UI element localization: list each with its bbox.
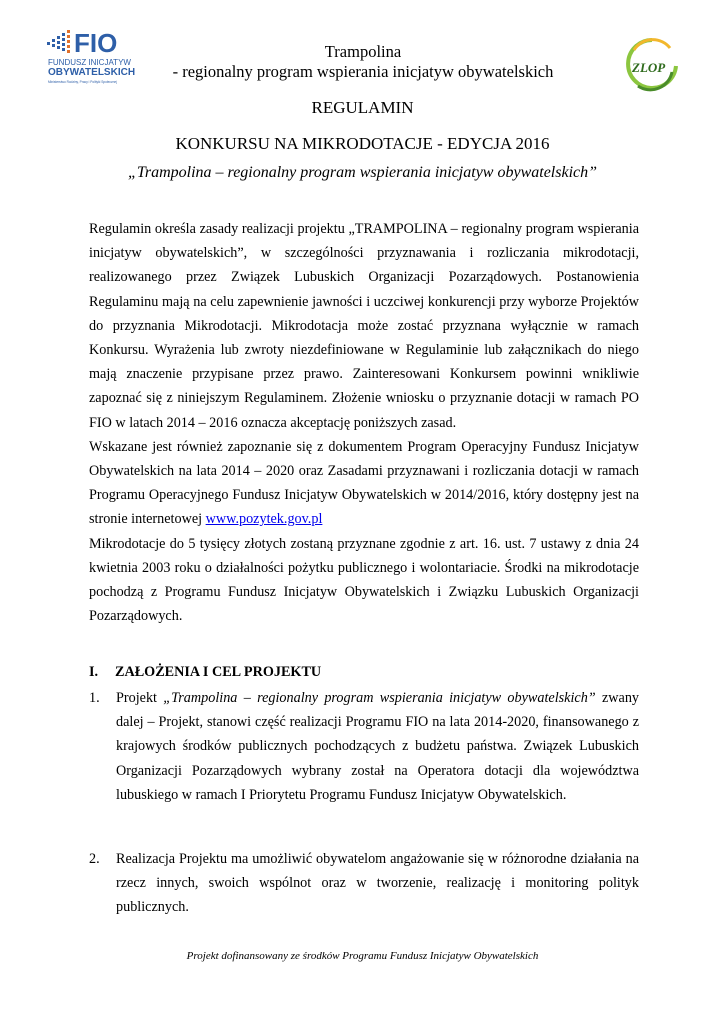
fio-logo (44, 28, 136, 90)
list-item-lead: Projekt (116, 690, 164, 706)
list-item (89, 847, 639, 920)
list-item (89, 686, 639, 807)
intro-text (89, 217, 639, 628)
intro-paragraph-2-text: Wskazane jest również zapoznanie się z dokumentem Program Operacyjny Fundusz Inicjatyw Obywatelskich na lata 2014 – 2020 oraz Zasadami przyznawani i rozliczania dotacji w ramach Programu Operacyjnego Fundusz Inicjatyw Obywatelskich w 2014/2016, który dostępny jest na stronie internetowej (89, 438, 639, 528)
document-title-contest: KONKURSU NA MIKRODOTACJE - EDYCJA 2016 (175, 134, 550, 153)
fio-logo-graphic (44, 28, 136, 90)
header-line-1: Trampolina (324, 42, 402, 61)
document-header (140, 42, 586, 82)
section-number: I. (89, 664, 99, 680)
page-footer: Projekt dofinansowany ze środków Programu Fundusz Inicjatyw Obywatelskich (186, 950, 539, 962)
section-title: ZAŁOŻENIA I CEL PROJEKTU (115, 664, 322, 680)
fio-logo-caption: Ministerstwo Rodziny, Pracy i Polityki Społecznej (48, 80, 117, 84)
list-item-text: Realizacja Projektu ma umożliwić obywatelom angażowanie się w różnorodne działania na rzecz innych, swoich wspólnot oraz w tworzenie, realizację i monitoring polityk publicznych. (116, 851, 639, 916)
zlop-logo-text: ZLOP (632, 60, 666, 75)
list-item-number: 2. (89, 851, 100, 867)
fio-logo-line1: FUNDUSZ INICJATYW (48, 58, 131, 67)
list-item-text (116, 686, 639, 807)
list-item-rest: zwany dalej – Projekt, stanowi część realizacji Programu FIO na lata 2014-2020, finansowanego z krajowych środków publicznych pochodzących z budżetu państwa. Związek Lubuskich Organizacji Pozarządowych wybrany został na Operatora dotacji dla województwa lubuskiego w ramach I Priorytetu Programu Fundusz Inicjatyw Obywatelskich. (116, 690, 640, 803)
list-item-italic: „Trampolina – regionalny program wspierania inicjatyw obywatelskich” (163, 690, 596, 706)
zlop-logo-graphic (624, 36, 680, 94)
intro-paragraph-1: Regulamin określa zasady realizacji projektu „TRAMPOLINA – regionalny program wspierania inicjatyw obywatelskich”, w szczególności przyznawania i rozliczania mikrodotacji, realizowanego przez Związek Lubuskich Organizacji Pozarządowych. Postanowienia Regulaminu mają na celu zapewnienie jawności i uczciwej konkurencji przy wyborze Projektów do przyznania Mikrodotacji. Mikrodotacja może zostać przyznana wyłącznie w ramach Konkursu. Wyrażenia lub zwroty niezdefiniowane w Regulaminie lub załącznikach do niego mają znaczenie przypisane przez prawo. Zainteresowani Konkursem powinni wnikliwie zapoznać się z niniejszym Regulaminem. Złożenie wniosku o przyznanie dotacji w ramach PO FIO w latach 2014 – 2016 oznacza akceptację poniższych zasad. (89, 221, 639, 431)
list-item-number: 1. (89, 690, 100, 706)
fio-logo-line2: OBYWATELSKICH (48, 67, 136, 78)
document-title: REGULAMIN (311, 98, 414, 117)
header-line-2: - regionalny program wspierania inicjatyw obywatelskich (172, 62, 554, 81)
intro-paragraph-2 (89, 435, 639, 532)
zlop-logo (624, 36, 680, 94)
pozytek-link[interactable]: www.pozytek.gov.pl (205, 511, 323, 528)
section-heading (89, 664, 321, 681)
document-subtitle: „Trampolina – regionalny program wspierania inicjatyw obywatelskich” (127, 164, 598, 181)
fio-logo-text: FIO (74, 28, 118, 58)
intro-paragraph-3: Mikrodotacje do 5 tysięcy złotych zostaną przyznane zgodnie z art. 16. ust. 7 ustawy z dnia 24 kwietnia 2003 roku o działalności pożytku publicznego i wolontariacie. Środki na mikrodotacje pochodzą z Programu Fundusz Inicjatyw Obywatelskich i Związku Lubuskich Organizacji Pozarządowych. (89, 535, 639, 625)
